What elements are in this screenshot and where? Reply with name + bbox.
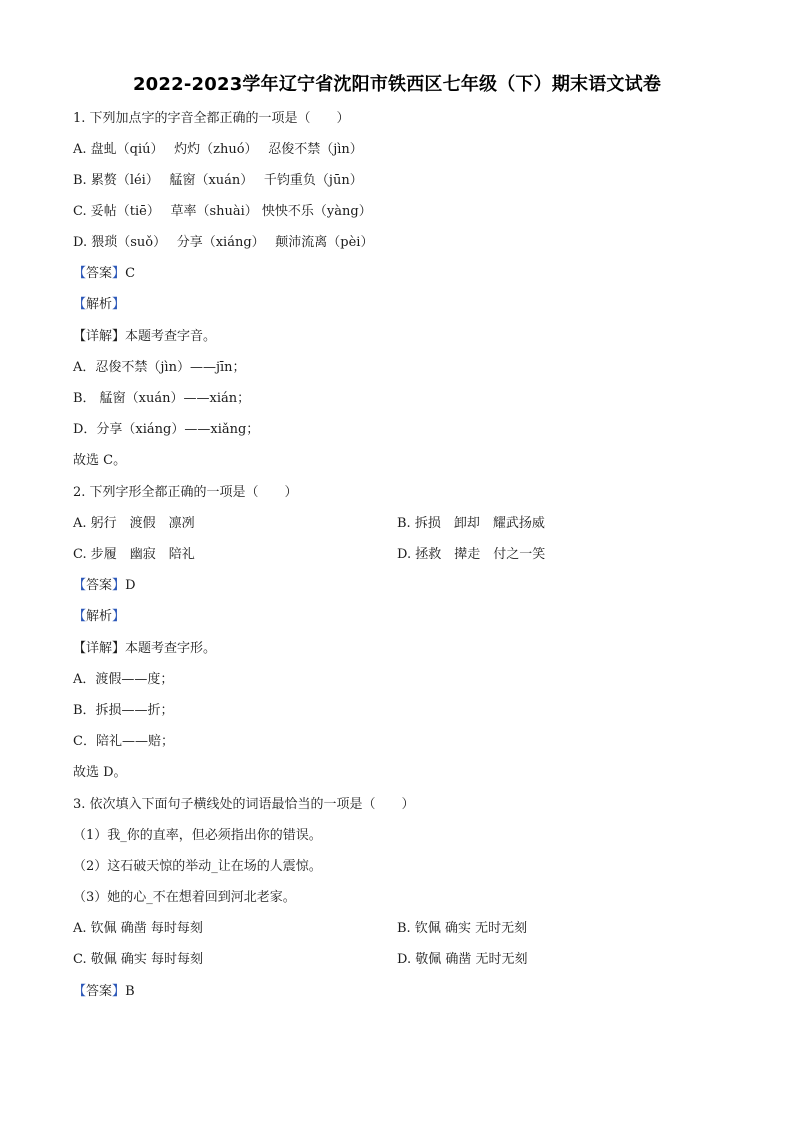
q2-stem: 2. 下列字形全都正确的一项是（ ） (73, 485, 298, 500)
q1-option-a: A. 盘虬（qiú） 灼灼（zhuó） 忍俊不禁（jìn） (73, 142, 363, 157)
q3-sentence-1: （1）我_你的直率，但必须指出你的错误。 (73, 828, 322, 843)
q2-option-b: B. 拆损 卸却 耀武扬威 (397, 516, 545, 531)
q1-conclusion: 故选 C。 (73, 453, 127, 468)
q2-point-c: C．陪礼——赔； (73, 734, 174, 749)
q2-conclusion: 故选 D。 (73, 765, 127, 780)
q2-answer: 【答案】D (73, 578, 136, 593)
q3-answer: 【答案】B (73, 984, 135, 999)
q3-option-d: D. 敬佩 确凿 无时无刻 (397, 952, 528, 967)
q1-option-b: B. 累赘（léi） 艋窗（xuán） 千钧重负（jūn） (73, 173, 363, 188)
q3-sentence-2: （2）这石破天惊的举动_让在场的人震惊。 (73, 859, 322, 874)
q2-option-a: A. 躬行 渡假 凛冽 (73, 516, 195, 531)
q1-point-a: A．忍俊不禁（jìn）——jīn； (73, 360, 246, 375)
q1-option-d: D. 猥琐（suǒ） 分享（xiáng） 颠沛流离（pèi） (73, 235, 374, 250)
q2-point-b: B．拆损——折； (73, 703, 174, 718)
q1-analysis-label: 【解析】 (73, 297, 126, 312)
q1-option-c: C. 妥帖（tiē） 草率（shuài） 怏怏不乐（yàng） (73, 204, 372, 219)
q2-point-a: A．渡假——度； (73, 672, 174, 687)
q3-option-a: A. 钦佩 确凿 每时每刻 (73, 921, 203, 936)
q2-detail: 【详解】本题考查字形。 (73, 641, 217, 656)
page-title: 2022-2023学年辽宁省沈阳市铁西区七年级（下）期末语文试卷 (132, 74, 662, 95)
q3-option-b: B. 钦佩 确实 无时无刻 (397, 921, 528, 936)
q1-point-b: B． 艋窗（xuán）——xián； (73, 391, 251, 406)
q3-sentence-3: （3）她的心_不在想着回到河北老家。 (73, 890, 296, 905)
q3-stem: 3. 依次填入下面句子横线处的词语最恰当的一项是（ ） (73, 797, 415, 812)
q2-option-d: D. 拯救 撵走 付之一笑 (397, 547, 546, 562)
q1-detail: 【详解】本题考查字音。 (73, 329, 217, 344)
q1-answer: 【答案】C (73, 266, 136, 281)
q1-point-d: D．分享（xiáng）——xiǎng； (73, 422, 260, 437)
q3-option-c: C. 敬佩 确实 每时每刻 (73, 952, 204, 967)
q2-analysis-label: 【解析】 (73, 609, 126, 624)
q2-option-c: C. 步履 幽寂 陪礼 (73, 547, 195, 562)
q1-stem: 1. 下列加点字的字音全都正确的一项是（ ） (73, 111, 350, 126)
